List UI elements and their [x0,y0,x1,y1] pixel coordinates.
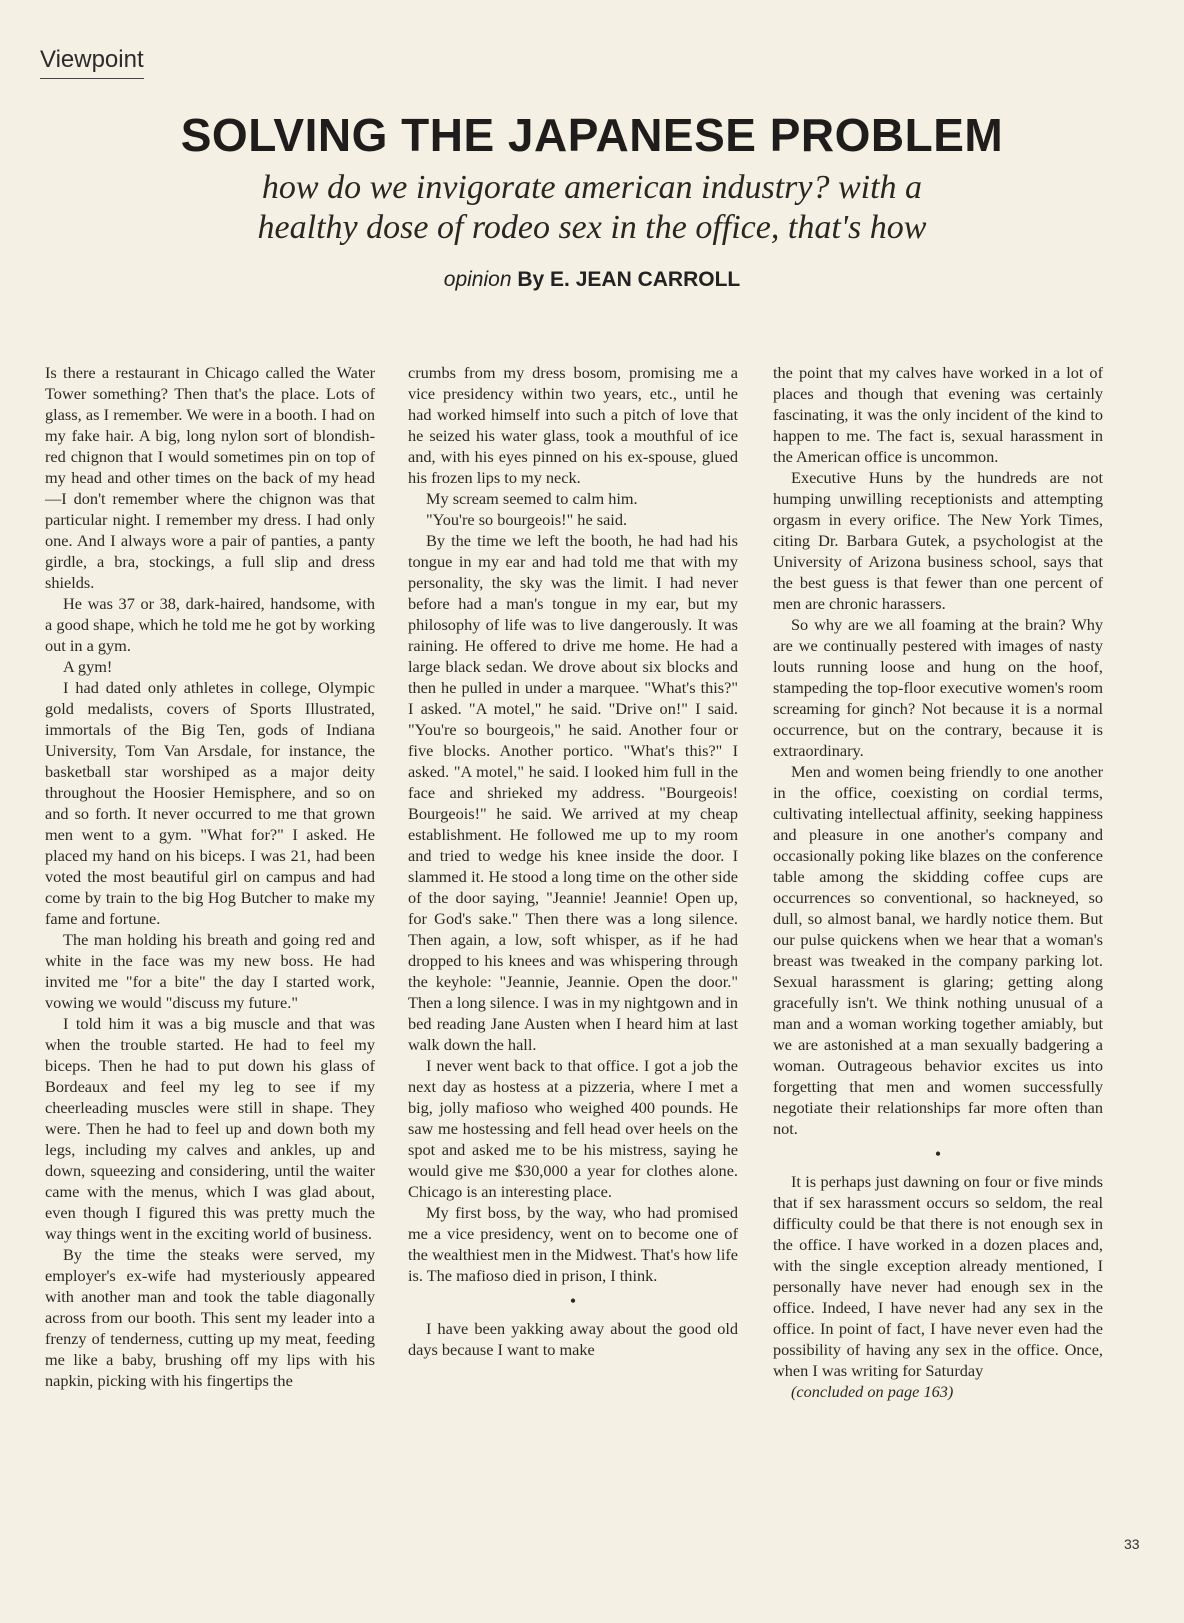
page-number: 33 [1124,1536,1140,1552]
paragraph: He was 37 or 38, dark-haired, handsome, with a good shape, which he told me he got by working out in a gym. [45,594,375,655]
byline-author: By E. JEAN CARROLL [517,268,741,291]
paragraph: So why are we all foaming at the brain? Why are we continually pestered with images of nasty louts running loose and hung on the hoof, stampeding the top-floor executive women's room screaming for ginch? Not because it is a normal occurrence, but on the contrary, because it is extraordinary. [773,615,1103,760]
paragraph: It is perhaps just dawning on four or five minds that if sex harassment occurs so seldom, the real difficulty could be that there is not enough sex in the office. I have worked in a dozen places and, with the single exception already mentioned, I personally have never had enough sex in the office. Indeed, I have never had any sex in the office. In point of fact, I have never even had the possibility of having any sex in the office. Once, when I was writing for Saturday [773,1172,1103,1380]
paragraph: Is there a restaurant in Chicago called the Water Tower something? Then that's the place. Lots of glass, as I remember. We were in a booth. I had on my fake hair. A big, long nylon sort of blondish-red chignon that I would sometimes pin on top of my head and other times on the back of my head—I don't remember where the chignon was that particular night. I remember my dress. I had only one. And I always wore a pair of panties, a panty girdle, a bra, stockings, a full slip and dress shields. [45,363,375,592]
paragraph: By the time the steaks were served, my employer's ex-wife had mysteriously appeared with another man and took the table diagonally across from our booth. This sent my leader into a frenzy of tenderness, cutting up my meat, feeding me like a baby, brushing off my lips with his napkin, picking with his fingertips the [45,1245,375,1390]
headline: SOLVING THE JAPANESE PROBLEM [180,109,1004,161]
section-break-bullet: • [934,1144,942,1164]
deck [0,168,1184,248]
column-2 [408,362,738,1360]
paragraph: I have been yakking away about the good old days because I want to make [408,1319,738,1359]
continued-note: (concluded on page 163) [791,1382,954,1401]
paragraph: The man holding his breath and going red and white in the face was my new boss. He had invited me "for a bite" the day I started work, vowing we would "discuss my future." [45,930,375,1012]
paragraph: My scream seemed to calm him. [426,489,638,508]
paragraph: By the time we left the booth, he had had his tongue in my ear and had told me that with my personality, the sky was the limit. I had never before had a man's tongue in my ear, but my philosophy of life was to live dangerously. It was raining. He offered to drive me home. He had a large black sedan. We drove about six blocks and then he pulled in under a marquee. "What's this?" I asked. "A motel," he said. "Drive on!" I said. "You're so bourgeois," he said. Another four or five blocks. Another portico. "What's this?" I asked. "A motel," he said. I looked him full in the face and shrieked my address. "Bourgeois! Bourgeois!" he said. We arrived at my cheap establishment. He followed me up to my room and tried to wedge his knee inside the door. I slammed it. He stood a long time on the other side of the door saying, "Jeannie! Jeannie! Open up, for God's sake." Then there was a long silence. Then again, a low, soft whisper, as if he had dropped to his knees and was whispering through the keyhole: "Jeannie, Jeannie. Open the door." Then a long silence. I was in my nightgown and in bed reading Jane Austen when I heard him at last walk down the hall. [408,531,738,1054]
paragraph: the point that my calves have worked in a lot of places and though that evening was certainly fascinating, it was the only incident of the kind to happen to me. The fact is, sexual harassment in the American office is uncommon. [773,363,1103,466]
paragraph: "You're so bourgeois!" he said. [426,510,628,529]
paragraph: Executive Huns by the hundreds are not humping unwilling receptionists and attempting orgasm in every orifice. The New York Times, citing Dr. Barbara Gutek, a psychologist at the University of Arizona business school, says that the best guess is that fewer than one percent of men are chronic harassers. [773,468,1103,613]
paragraph: crumbs from my dress bosom, promising me a vice presidency within two years, etc., until he had worked himself into such a pitch of love that he seized his water glass, took a mouthful of ice and, with his eyes pinned on his ex-spouse, glued his frozen lips to my neck. [408,363,738,487]
paragraph: A gym! [63,657,113,676]
paragraph: My first boss, by the way, who had promised me a vice presidency, went on to become one of the wealthiest men in the Midwest. That's how life is. The mafioso died in prison, I think. [408,1203,738,1285]
deck-line-1: how do we invigorate american industry? with a [261,169,923,206]
byline-tag: opinion [443,268,512,291]
paragraph: I had dated only athletes in college, Olympic gold medalists, covers of Sports Illustrated, immortals of the Big Ten, gods of Indiana University, Tom Van Arsdale, for instance, the basketball star worshiped as a major deity throughout the Hoosier Hemisphere, and so on and so forth. It never occurred to me that grown men went to a gym. "What for?" I asked. He placed my hand on his biceps. I was 21, had been voted the most beautiful girl on campus and had come by train to the big Hog Butcher to make my fame and fortune. [45,678,375,928]
paragraph: Men and women being friendly to one another in the office, coexisting on cordial terms, cultivating intellectual affinity, seeking happiness and pleasure in one another's company and occasionally poking like blazes on the conference table among the skidding coffee cups are occurrences so conventional, so hackneyed, so dull, so almost banal, we hardly notice them. But our pulse quickens when we hear that a woman's breast was tweaked in the company parking lot. Sexual harassment is glaring; getting along gracefully isn't. We think nothing unusual of a man and a woman working together amiably, but we are astonished at a man sexually badgering a woman. Outrageous behavior excites us into forgetting that men and women successfully negotiate their relationships far more often than not. [773,762,1103,1138]
column-1 [45,362,375,1391]
section-break-bullet: • [569,1291,577,1311]
section-label: Viewpoint [40,46,144,79]
paragraph: I never went back to that office. I got a job the next day as hostess at a pizzeria, where I met a big, jolly mafioso who weighed 400 pounds. He saw me hostessing and fell head over heels on the spot and asked me to be his mistress, saying he would give me $30,000 a year for clothes alone. Chicago is an interesting place. [408,1056,738,1201]
byline [0,268,1184,292]
column-3 [773,362,1103,1402]
deck-line-2: healthy dose of rodeo sex in the office, that's how [257,209,927,246]
paragraph: I told him it was a big muscle and that was when the trouble started. He had to feel my biceps. Then he had to put down his glass of Bordeaux and feel my leg to see if my cheerleading muscles were still in shape. They were. Then he had to feel up and down both my legs, including my calves and ankles, up and down, squeezing and considering, until the waiter came with the menus, which I was glad about, even though I figured this was pretty much the way things went in the exciting world of business. [45,1014,375,1243]
